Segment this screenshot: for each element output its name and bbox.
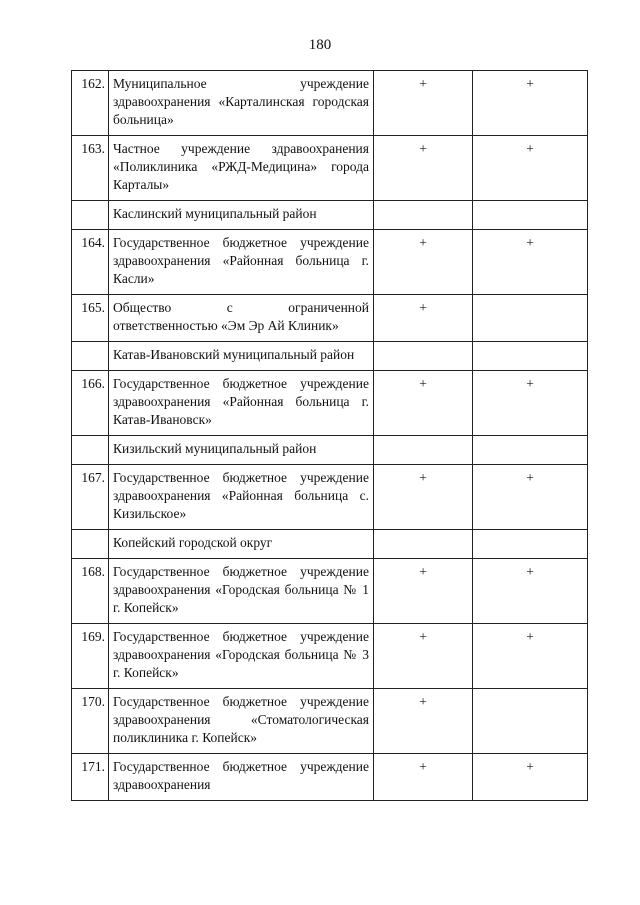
institution-name-cell: Государственное бюджетное учреждение здравоохранения «Городская больница № 1 г. Копейск» (109, 559, 374, 624)
institutions-table (71, 70, 588, 801)
section-name-cell: Копейский городской округ (109, 530, 374, 559)
mark-b-cell: + (473, 624, 588, 689)
row-number-cell: 171. (72, 754, 109, 801)
institution-name-cell: Государственное бюджетное учреждение здравоохранения «Городская больница № 3 г. Копейск» (109, 624, 374, 689)
table-row (72, 136, 588, 201)
mark-a-cell (374, 342, 473, 371)
row-number-cell (72, 436, 109, 465)
table-row (72, 754, 588, 801)
table-row (72, 371, 588, 436)
row-number-cell: 167. (72, 465, 109, 530)
mark-a-cell: + (374, 295, 473, 342)
mark-b-cell: + (473, 754, 588, 801)
row-number-cell: 165. (72, 295, 109, 342)
page-number: 180 (308, 37, 332, 53)
mark-b-cell (473, 689, 588, 754)
mark-b-cell: + (473, 230, 588, 295)
mark-b-cell: + (473, 371, 588, 436)
mark-a-cell: + (374, 624, 473, 689)
institution-name-cell: Государственное бюджетное учреждение здравоохранения «Стоматологическая поликлиника г. Копейск» (109, 689, 374, 754)
institution-name-cell: Государственное бюджетное учреждение здравоохранения «Районная больница г. Катав-Ивановск» (109, 371, 374, 436)
mark-a-cell: + (374, 136, 473, 201)
mark-b-cell (473, 201, 588, 230)
institution-name-cell: Общество с ограниченной ответственностью «Эм Эр Ай Клиник» (109, 295, 374, 342)
mark-a-cell: + (374, 754, 473, 801)
section-row (72, 201, 588, 230)
table-row (72, 295, 588, 342)
mark-a-cell (374, 436, 473, 465)
institution-name-cell: Государственное бюджетное учреждение здравоохранения «Районная больница г. Касли» (109, 230, 374, 295)
mark-b-cell (473, 530, 588, 559)
mark-a-cell: + (374, 230, 473, 295)
mark-b-cell (473, 295, 588, 342)
institution-name-cell: Частное учреждение здравоохранения «Поликлиника «РЖД-Медицина» города Карталы» (109, 136, 374, 201)
mark-a-cell: + (374, 559, 473, 624)
table-row (72, 689, 588, 754)
row-number-cell: 168. (72, 559, 109, 624)
row-number-cell (72, 342, 109, 371)
mark-b-cell: + (473, 136, 588, 201)
section-name-cell: Кизильский муниципальный район (109, 436, 374, 465)
mark-a-cell (374, 201, 473, 230)
mark-a-cell: + (374, 71, 473, 136)
row-number-cell: 163. (72, 136, 109, 201)
table-row (72, 465, 588, 530)
row-number-cell: 169. (72, 624, 109, 689)
section-name-cell: Каслинский муниципальный район (109, 201, 374, 230)
section-row (72, 436, 588, 465)
mark-b-cell: + (473, 465, 588, 530)
mark-a-cell (374, 530, 473, 559)
institution-name-cell: Государственное бюджетное учреждение здравоохранения (109, 754, 374, 801)
section-row (72, 342, 588, 371)
row-number-cell: 166. (72, 371, 109, 436)
table-body (72, 71, 588, 801)
mark-a-cell: + (374, 465, 473, 530)
table-row (72, 230, 588, 295)
mark-b-cell: + (473, 71, 588, 136)
row-number-cell (72, 530, 109, 559)
mark-b-cell: + (473, 559, 588, 624)
institution-name-cell: Муниципальное учреждение здравоохранения «Карталинская городская больница» (109, 71, 374, 136)
row-number-cell (72, 201, 109, 230)
mark-b-cell (473, 342, 588, 371)
institution-name-cell: Государственное бюджетное учреждение здравоохранения «Районная больница с. Кизильское» (109, 465, 374, 530)
table-row (72, 559, 588, 624)
table-row (72, 624, 588, 689)
mark-a-cell: + (374, 689, 473, 754)
mark-a-cell: + (374, 371, 473, 436)
row-number-cell: 162. (72, 71, 109, 136)
row-number-cell: 164. (72, 230, 109, 295)
row-number-cell: 170. (72, 689, 109, 754)
mark-b-cell (473, 436, 588, 465)
section-row (72, 530, 588, 559)
table-row (72, 71, 588, 136)
section-name-cell: Катав-Ивановский муниципальный район (109, 342, 374, 371)
